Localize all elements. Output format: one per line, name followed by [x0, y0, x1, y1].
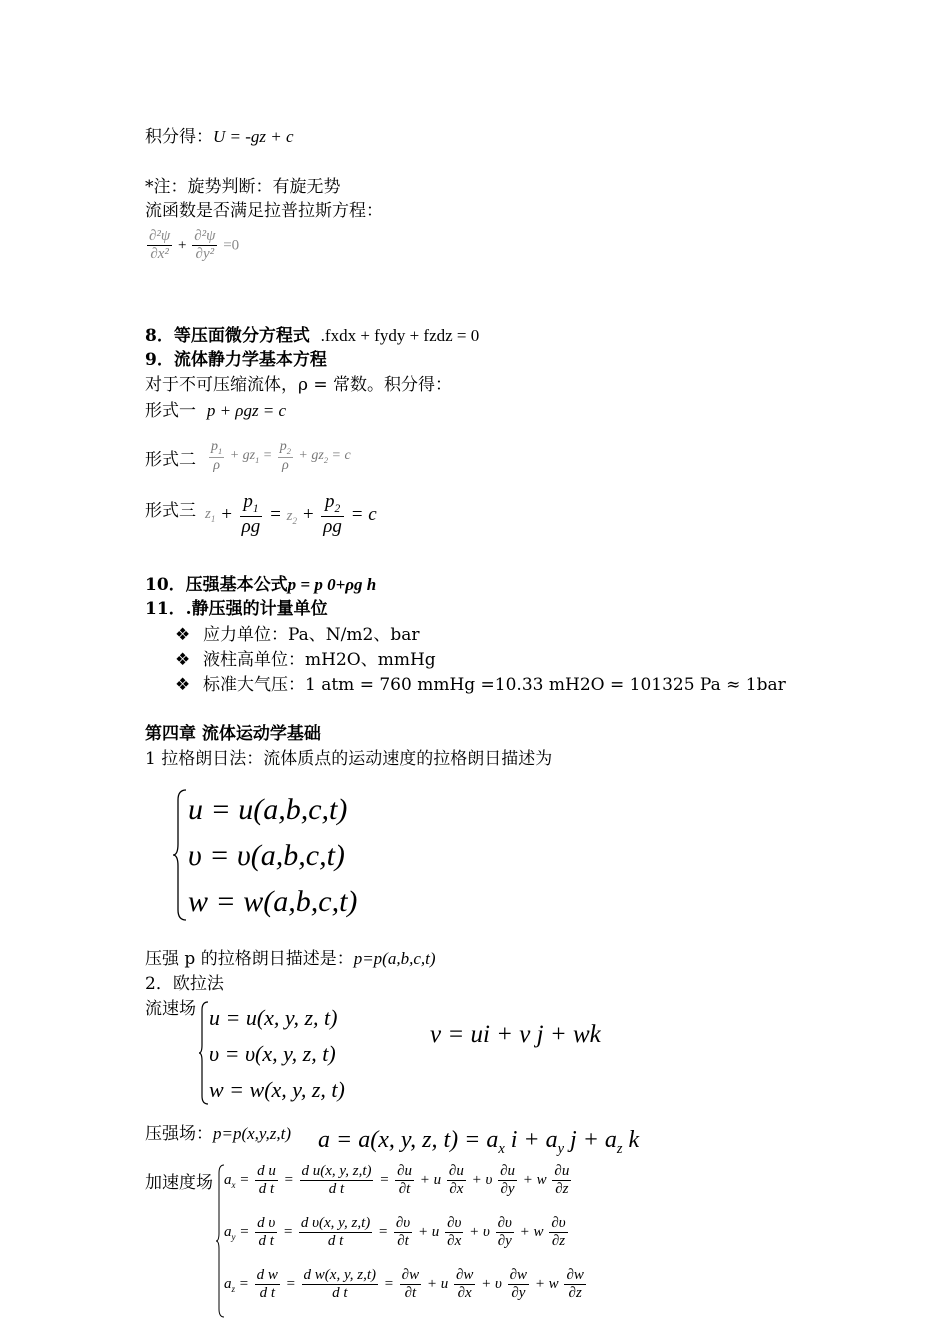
diamond-bullet-icon: ❖ [175, 675, 191, 695]
acc-eq-z: $a_z$ = $\frac{\text{d w}}{\text{d t}}$ = $\frac{\text{d w(x, y, z,t)}}{\text{d t}}$ = $\frac{\partial w}{\partial t}$ + u $\frac{\partial w}{\partial x}$ + υ $\frac{\partial w}{\partial y}$ + w $\frac{\partial w}{\partial z}$ [224, 1267, 584, 1301]
acceleration-field-label: 加速度场 [145, 1173, 213, 1193]
acc-eq-y: $a_y$ = $\frac{\text{d υ}}{\text{d t}}$ = $\frac{\text{d υ(x, y, z,t)}}{\text{d t}}$ = $\frac{\partial\upsilon}{\partial t}$ + u $\frac{\partial\upsilon}{\partial x}$ + υ $\frac{\partial\upsilon}{\partial y}$ + w $\frac{\partial\upsilon}{\partial z}$ [224, 1215, 566, 1249]
lagrange-pressure-label: 压强 p 的拉格朗日描述是： [145, 949, 354, 969]
note-rotation: *注：旋势判断：有旋无势 [145, 177, 341, 197]
bullet-text: 液柱高单位：mH2O、mmHg [203, 650, 436, 670]
euler-title: 2．欧拉法 [145, 974, 224, 994]
lagrange-brace [172, 788, 188, 922]
pressure-field-formula: p=p(x,y,z,t) [213, 1124, 292, 1143]
laplace-t2-den: ∂y² [195, 245, 215, 262]
form-3-label: 形式三 [145, 501, 196, 521]
lagrange-intro: 1 拉格朗日法：流体质点的运动速度的拉格朗日描述为 [145, 749, 553, 769]
form-1 [145, 400, 286, 422]
laplace-t2-num: ∂²ψ [194, 228, 216, 244]
section-10-title: 10．压强基本公式 [145, 575, 288, 595]
velocity-field-label: 流速场 [145, 999, 196, 1019]
section-9-text: 对于不可压缩流体，ρ = 常数。积分得： [145, 375, 453, 395]
acceleration-vector-text: a = a(x, y, z, t) = a [318, 1127, 499, 1153]
euler-eq-w: w = w(x, y, z, t) [209, 1077, 345, 1102]
form-3 [145, 500, 196, 522]
section-8-formula: .fxdx + fydy + fzdz = 0 [320, 326, 480, 345]
laplace-equation: $\frac{\text{∂²ψ}}{\text{∂x²}}$ + $\frac{\text{∂²ψ}}{\text{∂y²}}$ =0 [149, 228, 240, 262]
form-1-label: 形式一 [145, 401, 196, 421]
form-1-formula: p + ρgz = c [206, 401, 287, 420]
lagrange-eq-v: υ = υ(a,b,c,t) [188, 839, 345, 872]
euler-eq-u: u = u(x, y, z, t) [209, 1005, 338, 1030]
section-11-title: 11．.静压强的计量单位 [145, 599, 328, 619]
euler-eq-v: υ = υ(x, y, z, t) [209, 1041, 336, 1066]
laplace-t1-num: ∂²ψ [149, 228, 171, 244]
integral-label: 积分得： [145, 127, 213, 147]
bullet-item [175, 674, 786, 696]
form-2-formula: $\frac{p_1}{\rho}$ + $gz_1$ = $\frac{p_2}{\rho}$ + $gz_2 = c$ [211, 439, 351, 473]
lagrange-eq-u: u = u(a,b,c,t) [188, 793, 348, 826]
section-10 [145, 574, 376, 596]
section-9-title: 9．流体静力学基本方程 [145, 350, 327, 370]
diamond-bullet-icon: ❖ [175, 625, 191, 645]
lagrange-pressure-formula: p=p(a,b,c,t) [353, 949, 436, 968]
laplace-t1-den: ∂x² [150, 245, 169, 262]
laplace-rhs: =0 [223, 237, 240, 254]
lagrange-eq-w: w = w(a,b,c,t) [188, 885, 358, 918]
pressure-field [145, 1123, 291, 1145]
bullet-text: 标准大气压：1 atm = 760 mmHg =10.33 mH2O = 101325 Pa ≈ 1bar [203, 675, 786, 695]
velocity-vector: v = ui + v j + wk [430, 1021, 601, 1048]
form-2-label: 形式二 [145, 450, 196, 470]
note-laplace: 流函数是否满足拉普拉斯方程： [145, 201, 383, 221]
lagrange-pressure [145, 948, 436, 970]
bullet-item [175, 649, 436, 671]
chapter-4-title: 第四章 流体运动学基础 [145, 724, 321, 744]
acc-eq-x: $a_x$ = $\frac{\text{d u}}{\text{d t}}$ = $\frac{\text{d u(x, y, z,t)}}{\text{d t}}$ = $\frac{\partial u}{\partial t}$ + u $\frac{\partial u}{\partial x}$ + υ $\frac{\partial u}{\partial y}$ + w $\frac{\partial u}{\partial z}$ [224, 1163, 570, 1197]
bullet-text: 应力单位：Pa、N/m2、bar [203, 625, 420, 645]
diamond-bullet-icon: ❖ [175, 650, 191, 670]
section-10-formula: p = p 0+ρg h [287, 575, 377, 594]
euler-equations [209, 1000, 345, 1108]
form-2 [145, 449, 196, 471]
integral-line [145, 126, 294, 148]
lagrange-equations [188, 787, 357, 925]
acceleration-vector: a = a(x, y, z, $t) = a_x$ $i + a_y$ $j + a_z$ k [318, 1127, 640, 1157]
section-8-title: 8．等压面微分方程式 [145, 326, 310, 346]
acceleration-equations [224, 1164, 588, 1320]
integral-formula: U = -gz + c [213, 127, 294, 146]
pressure-field-label: 压强场： [145, 1124, 213, 1144]
form-3-formula: $z_1$ + $\frac{p_1}{\rho g}$ = $z_2$ + $\frac{p_2}{\rho g}$ = c [205, 491, 377, 537]
bullet-item [175, 624, 420, 646]
section-8 [145, 325, 479, 347]
